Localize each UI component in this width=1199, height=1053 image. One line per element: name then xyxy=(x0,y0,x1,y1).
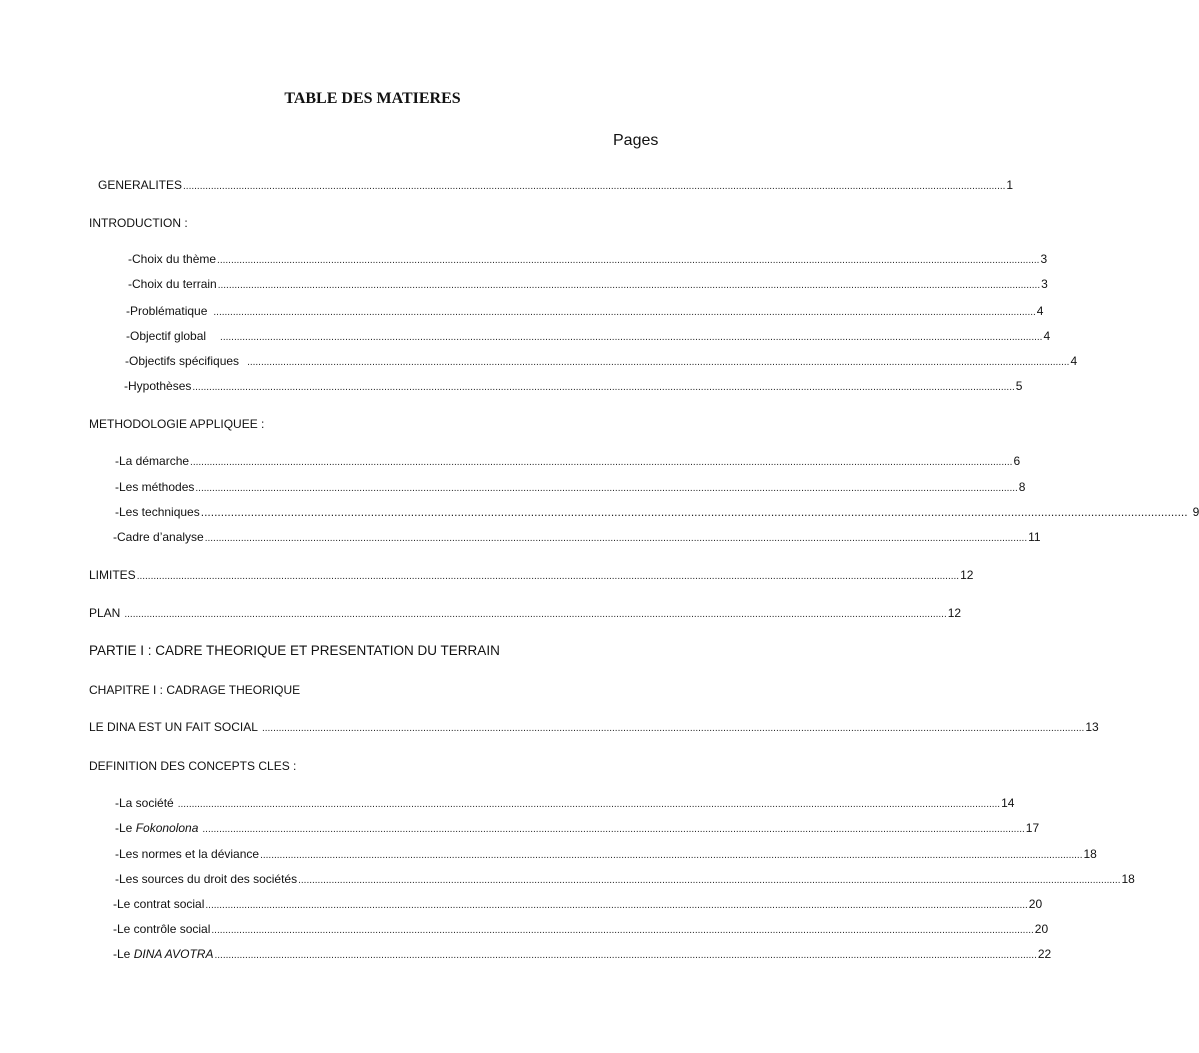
toc-entry-page: 4 xyxy=(1036,304,1044,318)
toc-entry-page: 11 xyxy=(1028,530,1041,544)
list-dash: - xyxy=(126,304,130,318)
heading-chapitre-1: CHAPITRE I : CADRAGE THEORIQUE xyxy=(89,683,301,697)
toc-entry-societe[interactable] xyxy=(115,796,1015,812)
dot-leader: ........................................................................................................................................................................................................................................................................................................ xyxy=(214,950,1037,961)
dot-leader: ........................................................................................................................................................................................................................................................................................................ xyxy=(217,280,1041,291)
list-dash: - xyxy=(115,872,119,886)
toc-entry-page: 22 xyxy=(1037,947,1052,961)
dot-leader: ........................................................................................................................................................................................................................................................................................................ xyxy=(261,723,1085,734)
toc-entry-problematique[interactable] xyxy=(126,304,1044,320)
toc-entry-page: 17 xyxy=(1025,821,1040,835)
toc-entry-label: Problématique xyxy=(130,304,208,318)
list-dash: - xyxy=(113,947,117,961)
toc-entry-page: 18 xyxy=(1121,872,1135,886)
list-dash: - xyxy=(115,454,119,468)
toc-entry-normes[interactable] xyxy=(115,847,1097,863)
dot-leader: ........................................................................................................................................................................................................................................................................................................ xyxy=(247,357,1070,368)
dot-leader: ........................................................................................................................................................................................................................................................................................................ xyxy=(211,925,1034,936)
list-dash: - xyxy=(115,480,119,494)
toc-entry-page: 13 xyxy=(1085,720,1099,734)
toc-entry-choix-terrain[interactable] xyxy=(128,277,1048,293)
toc-entry-label: La société xyxy=(119,796,174,810)
toc-entry-page: 20 xyxy=(1028,897,1043,911)
toc-entry-sources-droit[interactable] xyxy=(115,872,1135,888)
toc-entry-methodes[interactable] xyxy=(115,480,1026,496)
toc-entry-generalites[interactable] xyxy=(98,178,1014,194)
toc-entry-label: Le contrôle social xyxy=(117,922,211,936)
dot-leader: ........................................................................................................................................................................................................................................................................................................ xyxy=(217,255,1040,266)
toc-entry-demarche[interactable] xyxy=(115,454,1021,470)
heading-introduction: INTRODUCTION : xyxy=(89,216,188,230)
list-dash: - xyxy=(126,329,130,343)
heading-methodologie: METHODOLOGIE APPLIQUEE : xyxy=(89,417,265,431)
toc-entry-label: PLAN xyxy=(89,606,121,620)
toc-entry-label: GENERALITES xyxy=(98,178,183,192)
toc-entry-objectifs-specifiques[interactable] xyxy=(125,354,1078,370)
toc-entry-label: LE DINA EST UN FAIT SOCIAL xyxy=(89,720,258,734)
toc-entry-label: Objectifs spécifiques xyxy=(129,354,240,368)
toc-entry-label: Les sources du droit des sociétés xyxy=(119,872,298,886)
list-dash: - xyxy=(113,922,117,936)
toc-entry-page: 20 xyxy=(1034,922,1049,936)
toc-entry-label-italic: Fokonolona xyxy=(135,821,199,835)
toc-entry-limites[interactable] xyxy=(89,568,974,584)
toc-entry-page: 1 xyxy=(1006,178,1014,192)
toc-entry-page: 12 xyxy=(947,606,962,620)
toc-entry-page: 4 xyxy=(1043,329,1051,343)
toc-entry-label-italic: DINA AVOTRA xyxy=(133,947,214,961)
list-dash: - xyxy=(125,354,129,368)
toc-entry-label: Hypothèses xyxy=(128,379,192,393)
toc-entry-label: Les normes et la déviance xyxy=(119,847,260,861)
dot-leader: ........................................................................................................................................................................................................................................................................................................ xyxy=(298,875,1121,886)
toc-entry-dina-fait-social[interactable] xyxy=(89,720,1099,736)
toc-entry-page: 8 xyxy=(1018,480,1026,494)
toc-entry-page: 12 xyxy=(960,568,974,582)
dot-leader: ........................................................................................................................................................................................................................................................................................................ xyxy=(205,900,1028,911)
toc-entry-label-prefix: Le xyxy=(117,947,134,961)
toc-entry-label: Choix du terrain xyxy=(132,277,217,291)
list-dash: - xyxy=(128,252,132,266)
toc-title: TABLE DES MATIERES xyxy=(284,90,461,107)
dot-leader: ........................................................................................................................................................................................................................................................................................................ xyxy=(190,457,1013,468)
dot-leader: ........................................................................................................................................................................................................................................................................................................ xyxy=(202,824,1025,835)
dot-leader: ........................................................................................................................................................................................................................................................................................................ xyxy=(260,850,1083,861)
toc-entry-page: 3 xyxy=(1040,252,1048,266)
pages-column-label: Pages xyxy=(613,132,659,149)
heading-partie-1: PARTIE I : CADRE THEORIQUE ET PRESENTATION DU TERRAIN xyxy=(89,643,500,658)
dot-leader: ........................................................................................................................................................................................................................................................................................................ xyxy=(220,332,1043,343)
list-dash: - xyxy=(128,277,132,291)
list-dash: - xyxy=(115,821,119,835)
dot-leader: ........................................................................................................................................................................................................................................................................................................ xyxy=(200,505,1188,519)
list-dash: - xyxy=(124,379,128,393)
dot-leader: ........................................................................................................................................................................................................................................................................................................ xyxy=(136,571,960,582)
toc-entry-plan[interactable] xyxy=(89,606,962,622)
list-dash: - xyxy=(115,505,119,519)
toc-entry-label: Le contrat social xyxy=(117,897,205,911)
toc-entry-fokonolona[interactable] xyxy=(115,821,1040,837)
dot-leader: ........................................................................................................................................................................................................................................................................................................ xyxy=(195,483,1018,494)
list-dash: - xyxy=(113,530,117,544)
toc-entry-label: Les méthodes xyxy=(119,480,195,494)
dot-leader: ........................................................................................................................................................................................................................................................................................................ xyxy=(124,609,947,620)
toc-entry-hypotheses[interactable] xyxy=(124,379,1023,395)
toc-entry-label: Choix du thème xyxy=(132,252,217,266)
toc-entry-page: 4 xyxy=(1070,354,1078,368)
list-dash: - xyxy=(115,796,119,810)
dot-leader: ........................................................................................................................................................................................................................................................................................................ xyxy=(183,181,1006,192)
toc-entry-page: 5 xyxy=(1015,379,1023,393)
toc-entry-controle-social[interactable] xyxy=(113,922,1049,938)
toc-entry-label: Cadre d’analyse xyxy=(117,530,204,544)
toc-entry-label: Objectif global xyxy=(130,329,207,343)
toc-entry-page: 18 xyxy=(1083,847,1097,861)
toc-entry-label: LIMITES xyxy=(89,568,136,582)
toc-entry-techniques[interactable] xyxy=(115,505,1199,519)
dot-leader: ........................................................................................................................................................................................................................................................................................................ xyxy=(192,382,1015,393)
dot-leader: ........................................................................................................................................................................................................................................................................................................ xyxy=(213,307,1036,318)
list-dash: - xyxy=(113,897,117,911)
toc-entry-contrat-social[interactable] xyxy=(113,897,1043,913)
toc-entry-choix-theme[interactable] xyxy=(128,252,1048,268)
toc-entry-label: Les techniques xyxy=(119,505,200,519)
dot-leader: ........................................................................................................................................................................................................................................................................................................ xyxy=(177,799,1001,810)
toc-entry-label: La démarche xyxy=(119,454,190,468)
dot-leader: ........................................................................................................................................................................................................................................................................................................ xyxy=(204,533,1028,544)
toc-entry-page: 14 xyxy=(1001,796,1015,810)
toc-entry-dina-avotra[interactable] xyxy=(113,947,1052,963)
toc-entry-page: 9 xyxy=(1192,505,1199,519)
toc-entry-cadre-analyse[interactable] xyxy=(113,530,1041,546)
toc-entry-objectif-global[interactable] xyxy=(126,329,1051,345)
list-dash: - xyxy=(115,847,119,861)
toc-entry-page: 6 xyxy=(1013,454,1021,468)
heading-definition-concepts: DEFINITION DES CONCEPTS CLES : xyxy=(89,759,297,773)
toc-entry-page: 3 xyxy=(1041,277,1048,291)
toc-entry-label-prefix: Le xyxy=(119,821,136,835)
